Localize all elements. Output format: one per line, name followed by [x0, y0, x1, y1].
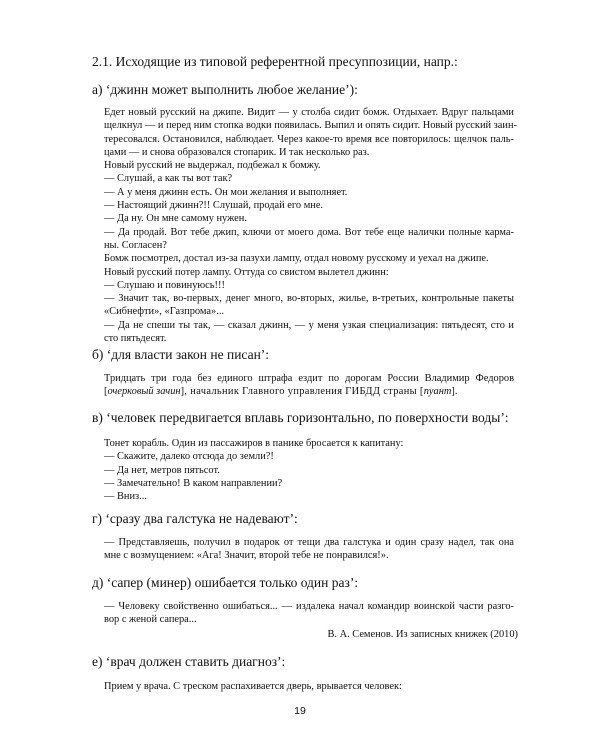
- text-fragment: [: [104, 386, 108, 398]
- text-line: — Да нет, метров пятьсот.: [104, 464, 220, 476]
- text-line: — Настоящий джинн?!! Слушай, продай его мне.: [104, 200, 324, 212]
- text-line: Едет новый русский на джипе. Видит — у столба сидит бомж. Отдыхает. Вдруг пальцами: [104, 107, 514, 118]
- text-line: Новый русский не выдержал, подбежал к бомжу.: [104, 160, 321, 172]
- section-d-text: [104, 600, 514, 627]
- text-line: [104, 385, 514, 398]
- italic-annotation: пуант: [423, 386, 452, 398]
- section-c-text: [104, 437, 514, 503]
- section-e-text: [104, 680, 514, 693]
- page-number: 19: [294, 705, 306, 717]
- italic-annotation: очерковый зачин: [107, 386, 181, 398]
- main-heading: 2.1. Исходящие из типовой референтной пресуппозиции, напр.:: [92, 54, 458, 69]
- text-line: ны. Согласен?: [104, 239, 167, 251]
- text-line: — Представляешь, получил в подарок от тещи два галстука и один сразу надел, так она: [104, 537, 514, 548]
- text-line: — Скажите, далеко отсюда до земли?!: [104, 451, 274, 463]
- text-line: Бомж посмотрел, достал из-за пазухи лампу, отдал новому русскому и уехал на джипе.: [104, 253, 489, 265]
- text-line: Новый русский потер лампу. Оттуда со свистом вылетел джинн:: [104, 266, 389, 278]
- text-line: «Сибнефти», «Газпрома»...: [104, 306, 225, 318]
- text-line: — А у меня джинн есть. Он мои желания и выполняет.: [104, 186, 348, 198]
- text-line: — Да продай. Вот тебе джип, ключи от моего дома. Вот тебе еще налички полные карма-: [104, 226, 514, 238]
- text-line: — Слушай, а как ты вот так?: [104, 173, 233, 185]
- text-fragment: ], начальник Главного управления ГИБДД страны [: [180, 386, 424, 398]
- section-b-heading: б) ‘для власти закон не писан’:: [92, 347, 270, 362]
- section-e-heading: е) ‘врач должен ставить диагноз’:: [92, 654, 286, 669]
- text-line: цами — и снова образовался стопарик. И так несколько раз.: [104, 146, 370, 158]
- section-g-heading: г) ‘сразу два галстука не надевают’:: [92, 511, 298, 526]
- text-line: щелкнул — и перед ним стопка водки появилась. Выпил и опять сидит. Новый русский заин-: [104, 120, 517, 132]
- text-fragment: ].: [451, 386, 458, 398]
- section-a-heading: а) ‘джинн может выполнить любое желание’):: [92, 82, 358, 97]
- citation-source: В. А. Семенов. Из записных книжек (2010): [327, 629, 518, 640]
- section-a-text: [104, 106, 517, 345]
- text-line: сто пятьдесят.: [104, 333, 167, 345]
- text-line: — Да ну. Он мне самому нужен.: [104, 213, 247, 225]
- text-line: вор с женой сапера...: [104, 614, 197, 626]
- section-c-heading: в) ‘человек передвигается вплавь горизонтально, по поверхности воды’:: [92, 410, 509, 425]
- text-line: Тридцать три года без единого штрафа ездит по дорогам России Владимир Федоров: [104, 373, 514, 384]
- section-g-text: [104, 536, 514, 563]
- text-line: — Человеку свойственно ошибаться... — издалека начал командир воинской части разго-: [104, 601, 514, 612]
- text-line: тересовался. Остановился, наблюдает. Через какое-то время все повторилось: щелчок паль-: [104, 133, 514, 145]
- text-line: Прием у врача. С треском распахивается дверь, врывается человек:: [104, 681, 402, 692]
- section-b-text: [104, 372, 514, 399]
- section-d-heading: д) ‘сапер (минер) ошибается только один раз’:: [92, 575, 359, 590]
- text-line: — Замечательно! В каком направлении?: [104, 477, 283, 489]
- text-line: Тонет корабль. Один из пассажиров в панике бросается к капитану:: [104, 438, 404, 449]
- text-line: — Значит так, во-первых, денег много, во-вторых, жилье, в-третьих, контрольные пакеты: [104, 293, 514, 305]
- text-line: — Вниз...: [104, 491, 147, 503]
- text-line: — Слушаю и повинуюсь!!!: [104, 279, 225, 291]
- text-line: мне с возмущением: «Ага! Значит, второй тебе не понравился!».: [104, 550, 389, 562]
- text-line: — Да не спеши ты так, — сказал джинн, — у меня узкая специализация: пятьдесят, сто и: [104, 319, 514, 331]
